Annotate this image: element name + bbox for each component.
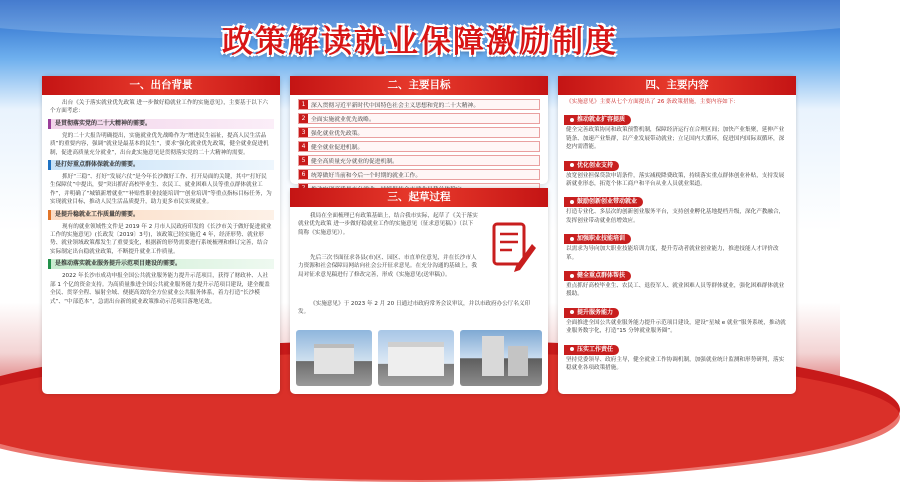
bullet-dot: [570, 163, 574, 167]
subheading: 是打好重点群体保就业的需要。: [48, 160, 274, 170]
section-intro: 《实施意见》主要从七个方面提出了 26 条政策措施，主要内容如下：: [566, 99, 739, 105]
content-item: [558, 225, 796, 262]
goal-number: 3: [299, 128, 308, 137]
tag-label: 提升服务能力: [577, 308, 614, 316]
subheading: 是提升稳就业工作质量的需要。: [48, 210, 274, 220]
section-heading: 三、起草过程: [290, 188, 548, 207]
content-tag: [564, 345, 619, 355]
paragraph: 现有的就业领域性文件是 2019 年 2 月市人民政府印发的《长沙市关于做好促进就业工作的实施意见》(长政发〔2019〕3号)，该政策已经实施近 4 年，经济形势、就业形势、就业领域政策都发生了重要变化，根据新的形势需要进行系统梳理和修订完善，结合实际制定出台稳就业政策，不断提升就业工作质量。: [50, 223, 272, 255]
paragraph: 《实施意见》于 2023 年 2 月 20 日通过市政府常务会议审议，并以市政府办公厅名义印发。: [298, 301, 531, 316]
tag-label: 鼓励创新创业带动就业: [577, 198, 638, 206]
goal-item: [298, 99, 540, 110]
goal-text: 统筹做好当前和今后一个时期的就业工作。: [311, 173, 422, 179]
section-heading: 二、主要目标: [290, 76, 548, 95]
goal-item: [298, 113, 540, 124]
goal-item: [298, 155, 540, 166]
tag-label: 压实工作责任: [577, 345, 614, 353]
goal-text: 健全就业促进机制。: [311, 145, 364, 151]
content-item: [558, 299, 796, 336]
content-item: [558, 262, 796, 299]
building-photo: [378, 330, 454, 386]
document-edit-icon: [490, 218, 538, 276]
goal-number: 5: [299, 156, 308, 165]
content-item: [558, 152, 796, 189]
goal-text: 健全高质量充分就业的促进机制。: [311, 159, 398, 165]
paragraph: 抓好“三稳”、打好“发展六仗”是今年长沙做好工作、打开局面的关键，其中“打好民生保障仗”中提出，要“突出抓好高校毕业生、农民工、就业困难人员等重点群体就业工作”，并明确了“城镇新增就业”“补贴性职业技能培训”“创业培训”等重点指标目标任务，为实现就业目标，推动人民生活品质提升，助力更多市民实现就业。: [50, 174, 272, 206]
section-intro: 出台《关于落实就业优先政策 进一步做好稳就业工作的实施意见》，主要基于以下六个方面考虑：: [50, 100, 268, 115]
paragraph: 我局在全面梳理已有政策基础上，结合我市实际，起草了《关于落实就业优先政策 进一步做好稳就业工作的实施意见（征求意见稿）》（以下简称《实施意见》）。: [298, 213, 478, 236]
goal-number: 1: [299, 100, 308, 109]
goal-item: [298, 127, 540, 138]
subheading: 是贯彻落实党的二十大精神的需要。: [48, 119, 274, 129]
content-item: [558, 106, 796, 151]
tag-label: 优化创业支持: [577, 161, 614, 169]
paragraph: 2022 年长沙市成功申报全国公共就业服务能力提升示范项目，获得了财政补、人社部 1 个亿的资金支持。为高质量推进全国公共就业服务能力提升示范项目建设，建全覆盖全民、贯穿全程、辐射全域、便捷高效的全方位就业公共服务体系，着力打造“长沙模式”、“中部范本”，急需出台新的就业政策推动示范项目落地见效。: [50, 273, 270, 305]
paragraph: 先后三次书面征求各县(市)区、园区、市直单位意见，并在长沙市人力资源和社会保障局网站向社会公开征求意见。在充分沟通的基础上，我局对征求意见稿进行了修改完善，形成《实施意见(送审稿)》。: [298, 255, 478, 278]
subheading: 是推动落实就业服务提升示范项目建设的需要。: [48, 259, 274, 269]
bullet-dot: [570, 310, 574, 314]
content-item: [558, 188, 796, 225]
goal-number: 4: [299, 142, 308, 151]
goal-item: [298, 141, 540, 152]
tag-label: 加强职业技能培训: [577, 235, 626, 243]
bullet-dot: [570, 200, 574, 204]
content-item: [558, 336, 796, 373]
building-shape: [314, 344, 354, 374]
tag-label: 健全重点群体帮扶: [577, 272, 626, 280]
content-text: 重点抓好高校毕业生、农民工、退役军人、就业困难人员等群体就业，强化困难群体就业援助。: [566, 283, 785, 298]
building-shape: [482, 336, 504, 376]
goal-item: [298, 169, 540, 180]
section-background: [42, 76, 280, 394]
content-tag: [564, 197, 643, 207]
content-text: 放宽创业担保贷款申请条件，落实减税降费政策，持续落实重点群体创业补贴，支持发展新就业形态，拓宽个体工商户和平台从业人员就业渠道。: [566, 172, 785, 188]
goal-text: 强化就业优先政策。: [311, 131, 364, 137]
content-tag: [564, 234, 631, 244]
goal-text: 全面实施就业优先战略。: [311, 117, 375, 123]
goal-number: 6: [299, 170, 308, 179]
content-text: 打造专业化、多层次的创新创业服务平台，支持创业孵化基地提档升级，深化产教融合，发挥创业带动就业倍增效应。: [566, 209, 785, 224]
goal-text: 深入贯彻习近平新时代中国特色社会主义思想和党的二十大精神。: [311, 103, 480, 109]
tag-label: 推动就业扩容提质: [577, 116, 626, 124]
section-heading: 四、主要内容: [558, 76, 796, 95]
content-tag: [564, 271, 631, 281]
content-text: 健全完善政策协同和政策预警机制，保障经济运行在合理区间；加快产业集聚，延伸产业链条、加速产业集群，以产业发展带动就业；立足国内大循环，促进国内国际双循环，深挖内需潜能。: [566, 127, 785, 151]
content-tag: [564, 161, 619, 171]
section-heading: 一、出台背景: [42, 76, 280, 95]
building-photo: [460, 330, 542, 386]
content-text: 坚持党委领导、政府主导，健全就业工作协调机制，加强就业统计监测和形势研判，落实稳就业各项政策措施。: [566, 356, 785, 372]
building-shape: [508, 346, 528, 376]
section-goals: [290, 76, 548, 184]
paragraph: 党的二十大报告明确提出，实施就业优先战略作为“增进民生福祉，提高人民生活品质”的重要内容，强调“就业是最基本的民生”，要求“强化就业优先政策，健全就业促进机制，促进高质量充分就业”，出台此实施意见是贯彻落实党的二十大精神的需要。: [50, 132, 269, 156]
bullet-dot: [570, 274, 574, 278]
content-text: 以需求为导向加大职业技能培训力度，提升劳动者就业创业能力，推进技能人才评价改革。: [566, 246, 779, 261]
poster-title: 政策解读就业保障激励制度: [222, 24, 618, 60]
goal-number: 2: [299, 114, 308, 123]
content-tag: [564, 115, 631, 125]
building-photo: [296, 330, 372, 386]
building-shape: [388, 342, 444, 376]
bullet-dot: [570, 118, 574, 122]
bullet-dot: [570, 347, 574, 351]
content-text: 全面推进全国公共就业服务能力提升示范项目建设，建设“星城 e 就业”服务系统，推动就业服务数字化，打造“15 分钟就业服务圈”。: [566, 319, 786, 335]
section-main-content: [558, 76, 796, 394]
content-tag: [564, 308, 619, 318]
bullet-dot: [570, 237, 574, 241]
